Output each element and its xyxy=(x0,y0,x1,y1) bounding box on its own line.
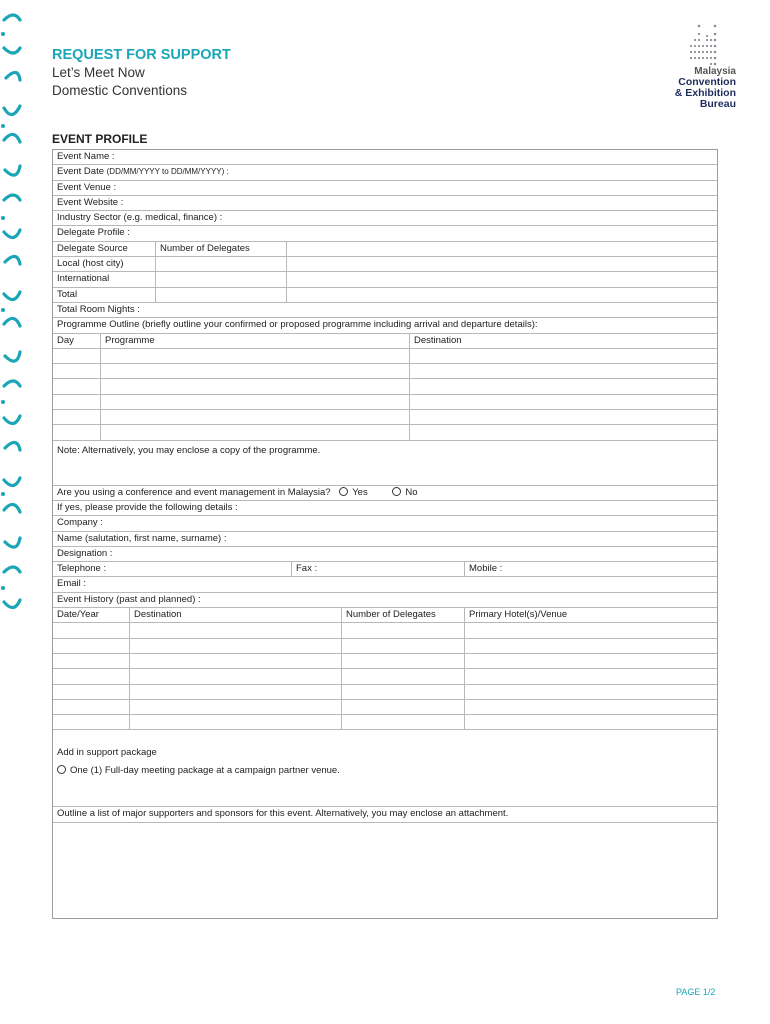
management-question-label: Are you using a conference and event management in Malaysia? xyxy=(57,486,331,498)
no-radio-icon[interactable] xyxy=(392,487,401,496)
industry-sector-label: Industry Sector (e.g. medical, finance) : xyxy=(57,212,223,224)
event-name-label: Event Name : xyxy=(57,151,115,162)
event-website-label: Event Website : xyxy=(57,196,124,208)
yes-radio-label[interactable]: Yes xyxy=(352,486,368,498)
industry-sector-row[interactable] xyxy=(53,211,717,226)
delegates-total-input[interactable] xyxy=(156,288,287,302)
history-row[interactable] xyxy=(53,685,717,700)
delegates-row-local xyxy=(53,257,717,272)
page-number: PAGE 1/2 xyxy=(676,987,716,997)
support-option-label[interactable]: One (1) Full-day meeting package at a campaign partner venue. xyxy=(70,764,340,776)
mobile-field[interactable] xyxy=(465,562,717,576)
form-title: REQUEST FOR SUPPORT xyxy=(52,47,231,63)
history-row[interactable] xyxy=(53,654,717,669)
programme-row[interactable] xyxy=(53,379,717,394)
logo-wordmark xyxy=(640,66,736,110)
programme-note: Note: Alternatively, you may enclose a copy of the programme. xyxy=(57,444,321,456)
history-header-row xyxy=(53,608,717,623)
event-website-row[interactable] xyxy=(53,196,717,211)
sponsors-row xyxy=(53,807,717,822)
delegate-source-local: Local (host city) xyxy=(53,257,156,271)
support-package-row xyxy=(53,730,717,807)
yes-radio-icon[interactable] xyxy=(339,487,348,496)
event-date-label: Event Date xyxy=(57,166,104,178)
sponsors-label: Outline a list of major supporters and sponsors for this event. Alternatively, you may enclose an attachment. xyxy=(57,808,509,820)
email-row[interactable] xyxy=(53,577,717,592)
mobile-label: Mobile : xyxy=(469,563,503,575)
phone-row xyxy=(53,562,717,577)
mycEB-logo xyxy=(640,22,740,122)
destination-header: Destination xyxy=(414,334,462,346)
section-title-event-profile: EVENT PROFILE xyxy=(52,132,148,146)
total-room-nights-row[interactable] xyxy=(53,303,717,318)
history-destination-header: Destination xyxy=(130,608,342,622)
history-row[interactable] xyxy=(53,623,717,638)
event-venue-label: Event Venue : xyxy=(57,181,117,193)
telephone-label: Telephone : xyxy=(57,563,107,575)
delegate-source-total: Total xyxy=(53,288,156,302)
company-row[interactable] xyxy=(53,516,717,531)
management-question-row xyxy=(53,486,717,501)
programme-row[interactable] xyxy=(53,410,717,425)
programme-row[interactable] xyxy=(53,364,717,379)
email-label: Email : xyxy=(57,578,87,590)
number-of-delegates-header: Number of Delegates xyxy=(156,242,287,256)
delegates-row-total xyxy=(53,288,717,303)
logo-line-bureau: Bureau xyxy=(699,98,736,110)
history-delegates-header: Number of Delegates xyxy=(342,608,465,622)
telephone-field[interactable] xyxy=(53,562,292,576)
event-history-label: Event History (past and planned) : xyxy=(57,593,201,605)
support-option-radio-icon[interactable] xyxy=(57,765,66,774)
no-radio-label[interactable]: No xyxy=(405,486,418,498)
event-date-format: (DD/MM/YYYY to DD/MM/YYYY) : xyxy=(106,167,229,177)
logo-line-convention: Convention xyxy=(678,76,736,88)
sponsors-input-area[interactable] xyxy=(53,823,717,918)
if-yes-row xyxy=(53,501,717,516)
logo-line-malaysia: Malaysia xyxy=(694,66,736,77)
company-label: Company : xyxy=(57,517,103,529)
history-row[interactable] xyxy=(53,700,717,715)
logo-line-exhibition: & Exhibition xyxy=(674,87,736,99)
event-name-row[interactable] xyxy=(53,150,717,165)
delegates-row-international xyxy=(53,272,717,287)
form-subtitle-1: Let’s Meet Now xyxy=(52,65,145,80)
form-subtitle-2: Domestic Conventions xyxy=(52,83,188,98)
logo-dots-icon xyxy=(685,22,725,70)
support-package-label: Add in support package xyxy=(57,747,157,759)
designation-row[interactable] xyxy=(53,547,717,562)
request-form xyxy=(52,149,718,919)
delegate-source-international: International xyxy=(53,272,156,286)
primary-hotel-header: Primary Hotel(s)/Venue xyxy=(469,609,568,621)
fax-field[interactable] xyxy=(292,562,465,576)
delegate-source-header: Delegate Source xyxy=(53,242,156,256)
delegates-header-row xyxy=(53,242,717,257)
contact-name-row[interactable] xyxy=(53,532,717,547)
programme-outline-label: Programme Outline (briefly outline your confirmed or proposed programme including arrival and departure details): xyxy=(57,319,538,331)
delegate-profile-row xyxy=(53,226,717,241)
programme-row[interactable] xyxy=(53,425,717,440)
history-row[interactable] xyxy=(53,715,717,730)
programme-row[interactable] xyxy=(53,395,717,410)
programme-row[interactable] xyxy=(53,349,717,364)
contact-name-label: Name (salutation, first name, surname) : xyxy=(57,532,227,544)
event-date-row[interactable] xyxy=(53,165,717,180)
programme-header: Programme xyxy=(101,334,410,348)
fax-label: Fax : xyxy=(296,563,318,575)
date-year-header: Date/Year xyxy=(53,608,130,622)
event-venue-row[interactable] xyxy=(53,181,717,196)
programme-outline-row xyxy=(53,318,717,333)
if-yes-label: If yes, please provide the following details : xyxy=(57,501,238,513)
programme-note-row xyxy=(53,441,717,486)
programme-header-row xyxy=(53,334,717,349)
designation-label: Designation : xyxy=(57,547,113,559)
delegates-international-input[interactable] xyxy=(156,272,287,286)
event-history-row xyxy=(53,593,717,608)
history-row[interactable] xyxy=(53,669,717,684)
delegates-local-input[interactable] xyxy=(156,257,287,271)
day-header: Day xyxy=(53,334,101,348)
document-header xyxy=(52,46,231,100)
delegate-profile-label: Delegate Profile : xyxy=(57,227,130,239)
total-room-nights-label: Total Room Nights : xyxy=(57,303,140,315)
history-row[interactable] xyxy=(53,639,717,654)
decorative-border-pattern xyxy=(0,0,22,620)
